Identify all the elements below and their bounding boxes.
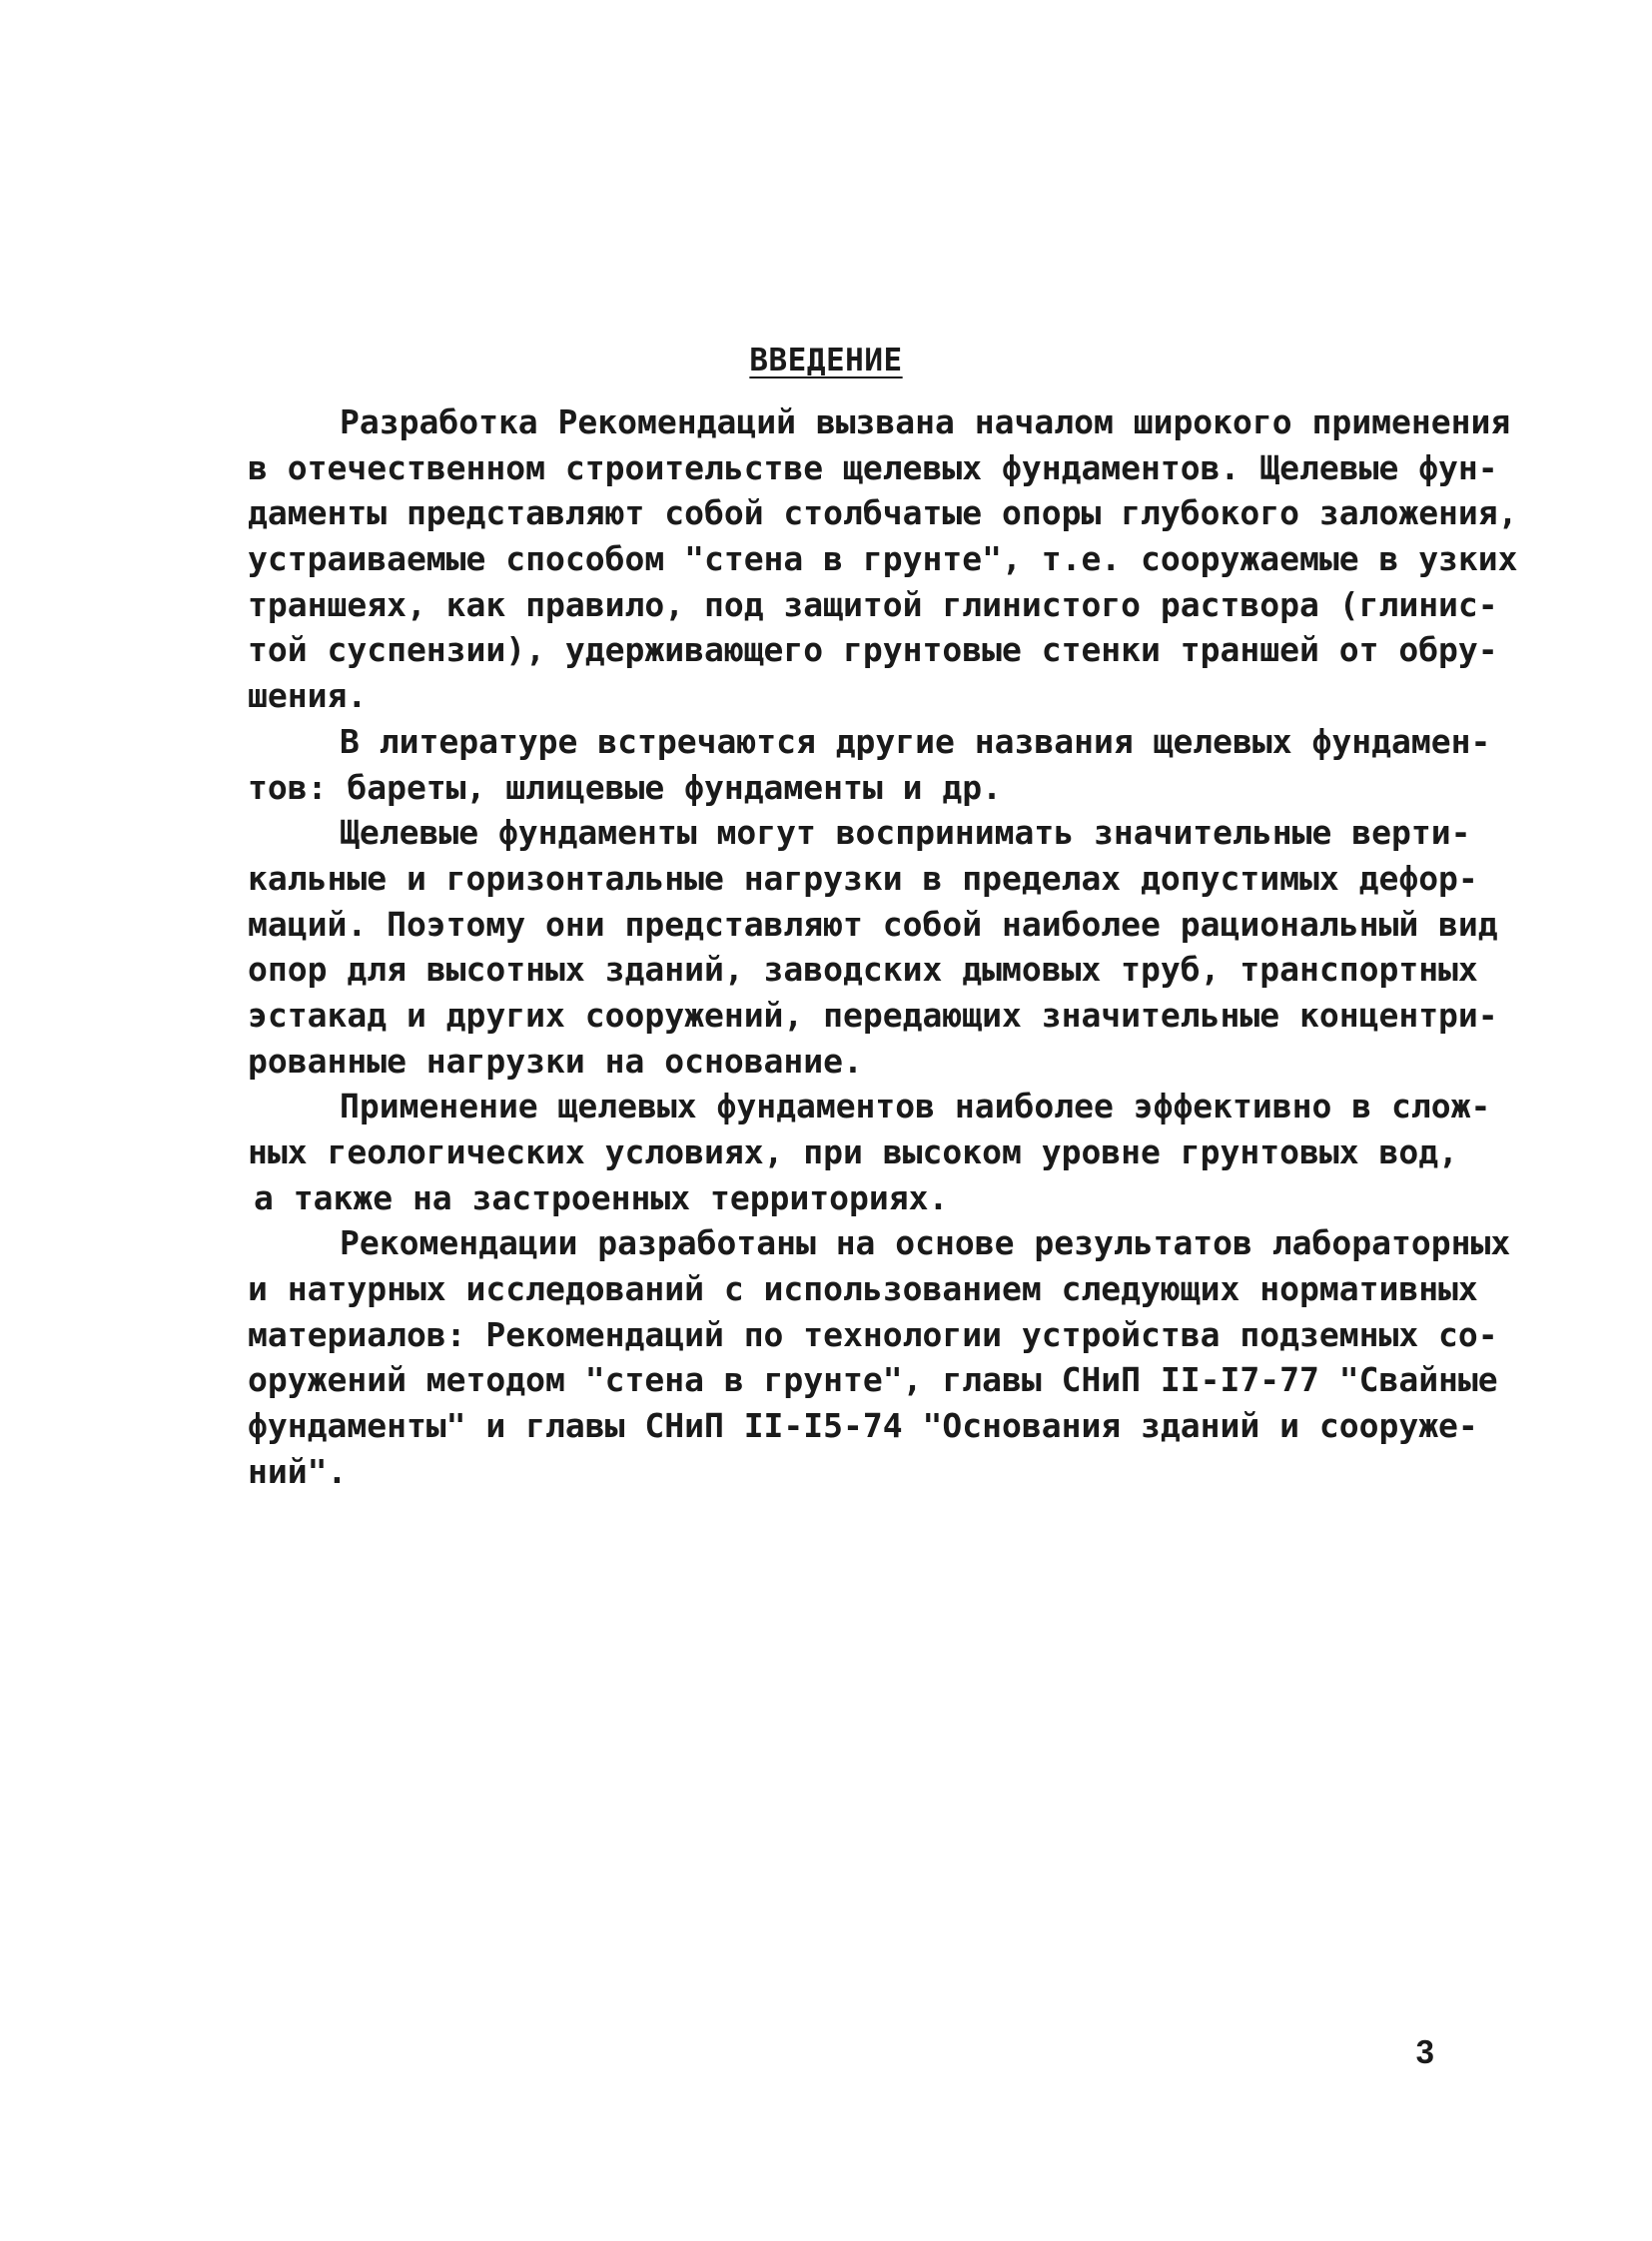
text-line: кальные и горизонтальные нагрузки в пределах допустимых дефор- xyxy=(248,858,1478,898)
text-line: а также на застроенных территориях. xyxy=(254,1177,949,1217)
text-line: фундаменты" и главы СНиП II-I5-74 "Основания зданий и сооруже- xyxy=(248,1406,1478,1446)
text-line: рованные нагрузки на основание. xyxy=(248,1041,863,1081)
text-line: траншеях, как правило, под защитой глинистого раствора (глинис- xyxy=(248,584,1498,624)
text-line: устраиваемые способом "стена в грунте", т.е. сооружаемые в узких xyxy=(248,539,1518,579)
text-line: Рекомендации разработаны на основе результатов лабораторных xyxy=(340,1223,1511,1263)
page-number: 3 xyxy=(1415,2033,1434,2070)
text-line: шения. xyxy=(248,676,368,716)
text-line: Разработка Рекомендаций вызвана началом широкого применения xyxy=(340,402,1511,441)
body-text xyxy=(248,399,1518,1495)
text-line: Щелевые фундаменты могут воспринимать значительные верти- xyxy=(340,813,1471,853)
text-line: оружений методом "стена в грунте", главы СНиП II-I7-77 "Свайные xyxy=(248,1360,1498,1400)
text-line: маций. Поэтому они представляют собой наиболее рациональный вид xyxy=(248,904,1498,944)
text-line: В литературе встречаются другие названия щелевых фундамен- xyxy=(340,721,1491,761)
title-text: ВВЕДЕНИЕ xyxy=(749,343,903,378)
text-line: эстакад и других сооружений, передающих значительные концентри- xyxy=(248,995,1498,1035)
page-title xyxy=(0,343,1652,378)
text-line: материалов: Рекомендаций по технологии устройства подземных со- xyxy=(248,1314,1498,1354)
text-line: опор для высотных зданий, заводских дымовых труб, транспортных xyxy=(248,950,1478,990)
text-line: и натурных исследований с использованием следующих нормативных xyxy=(248,1269,1478,1309)
text-line: в отечественном строительстве щелевых фундаментов. Щелевые фун- xyxy=(248,447,1498,487)
text-line: тов: бареты, шлицевые фундаменты и др. xyxy=(248,767,1002,807)
text-line: той суспензии), удерживающего грунтовые стенки траншей от обру- xyxy=(248,630,1498,670)
text-line: ний". xyxy=(248,1451,348,1491)
text-line: ных геологических условиях, при высоком уровне грунтовых вод, xyxy=(248,1132,1458,1171)
text-line: Применение щелевых фундаментов наиболее эффективно в слож- xyxy=(340,1087,1491,1126)
text-line: даменты представляют собой столбчатые опоры глубокого заложения, xyxy=(248,493,1518,533)
